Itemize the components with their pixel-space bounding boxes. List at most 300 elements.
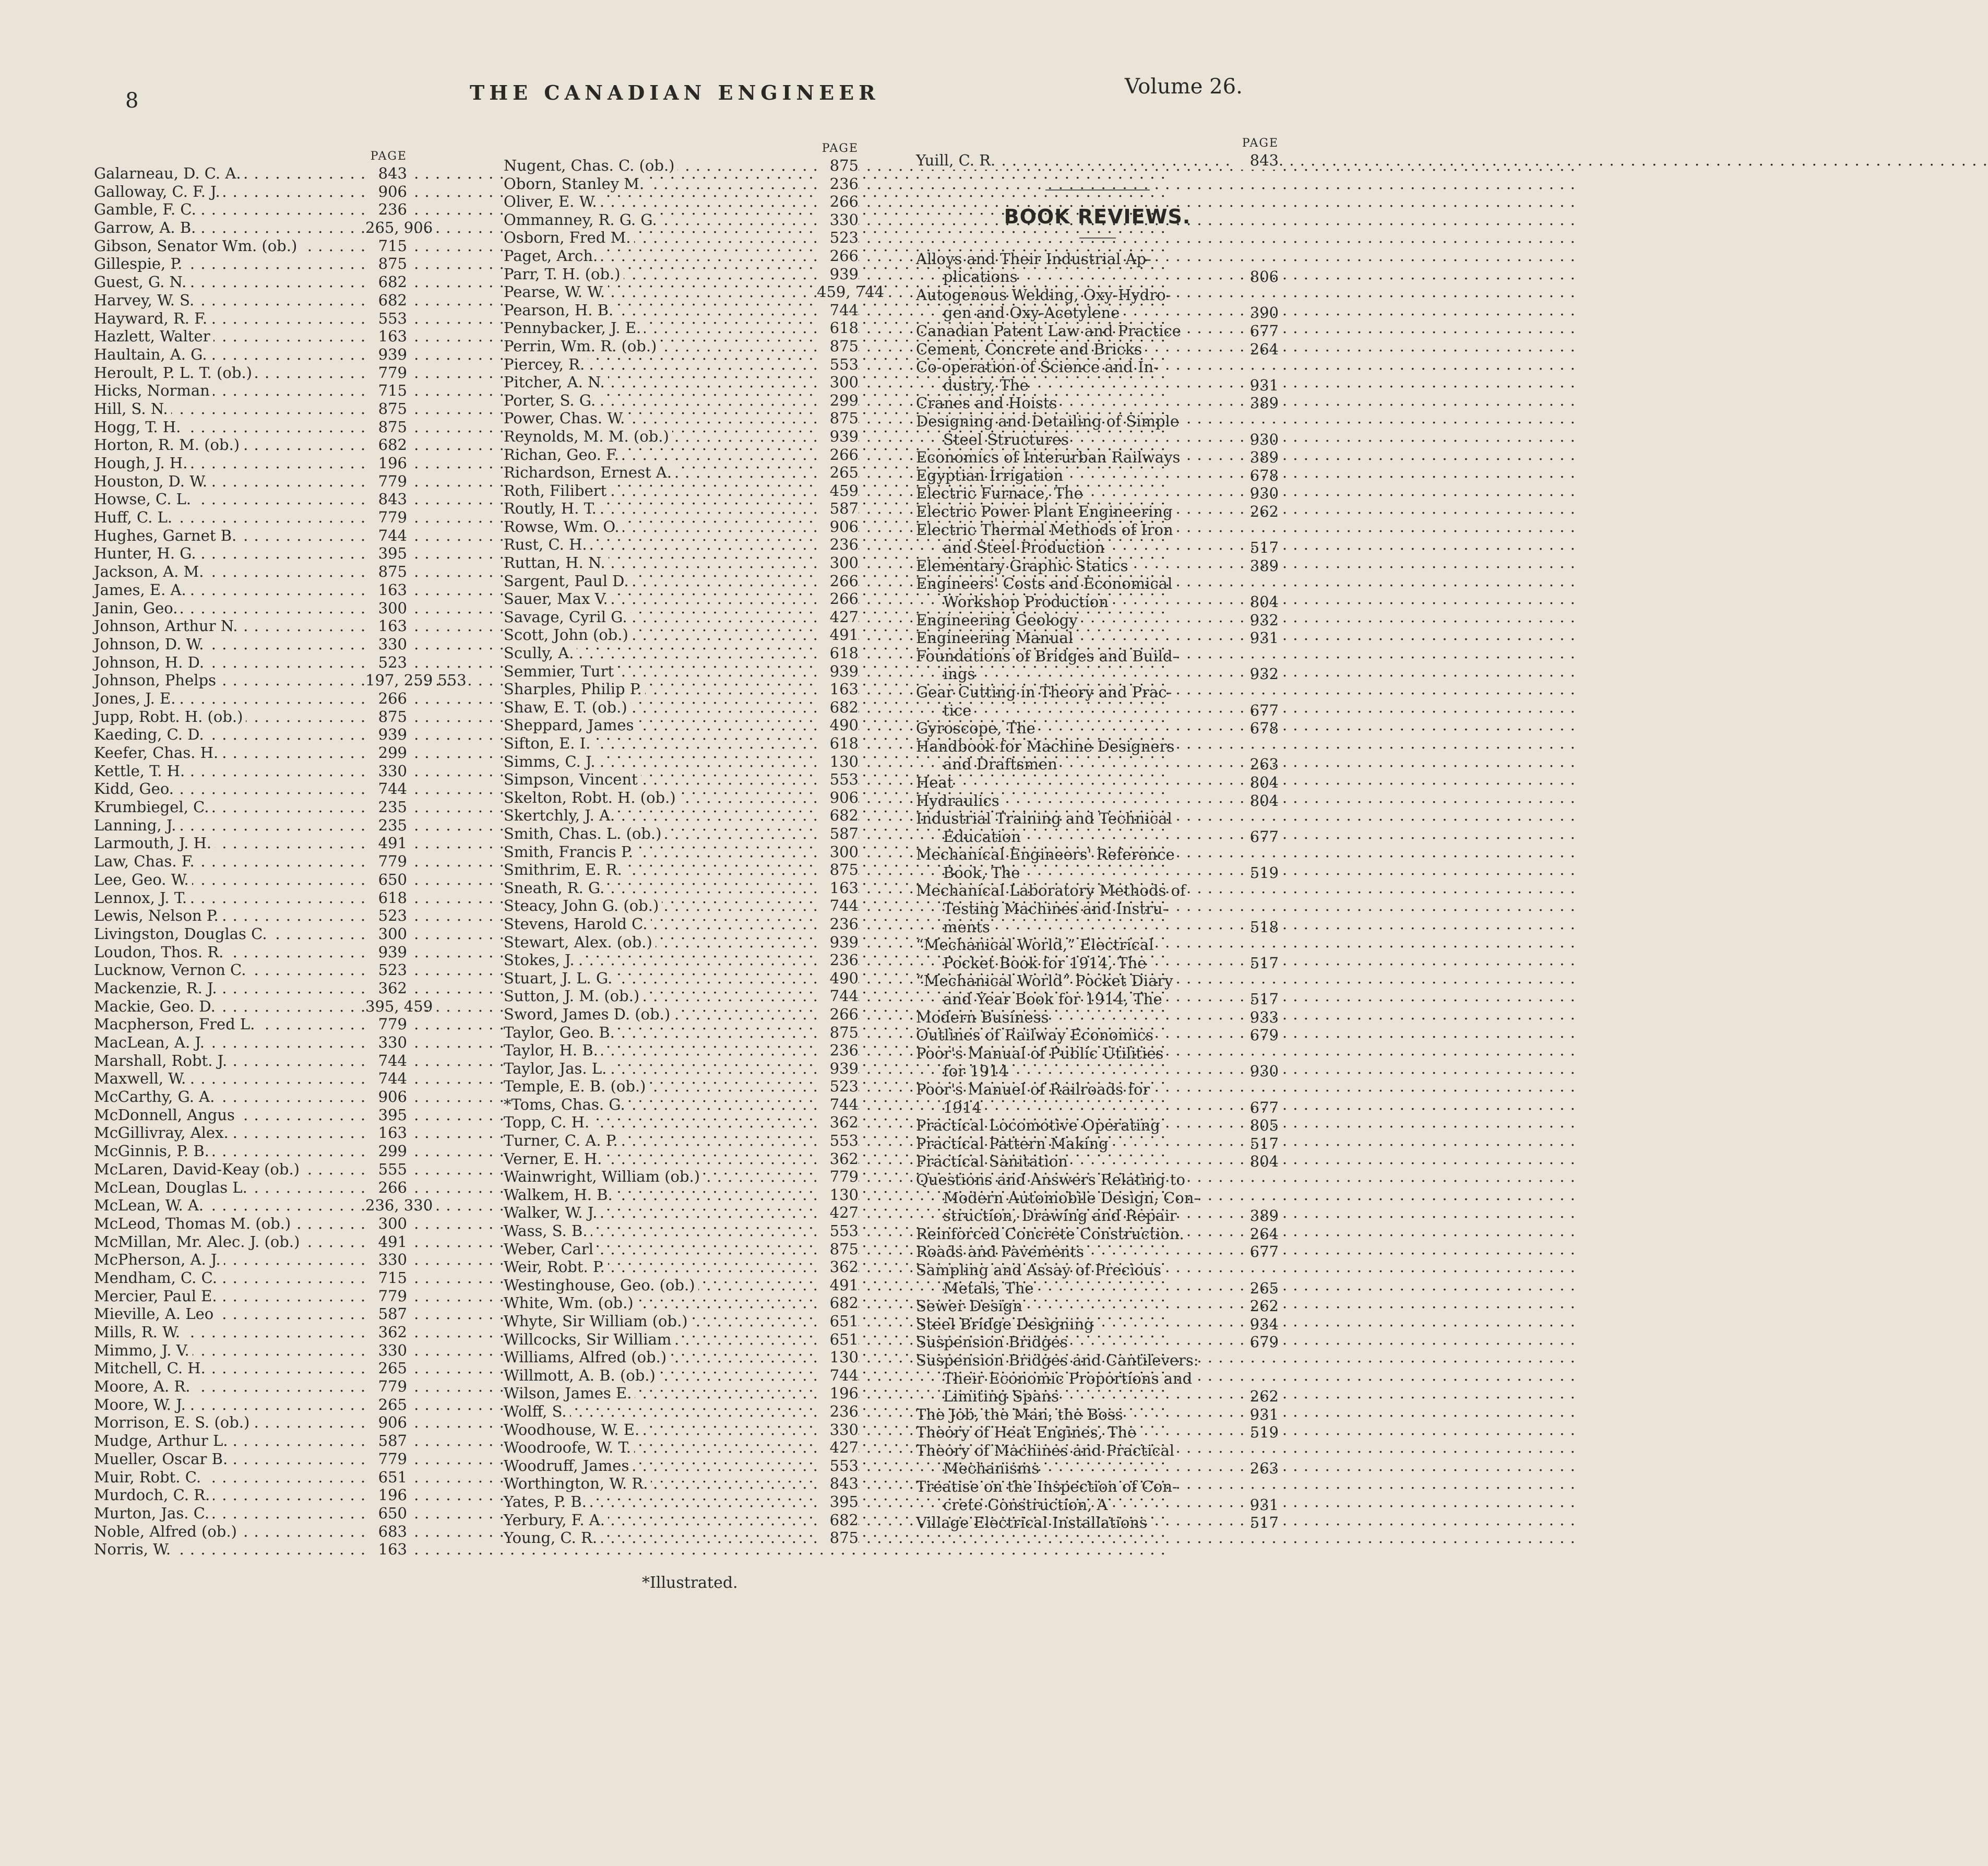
book-page: 519 xyxy=(1249,1423,1279,1442)
entry-page: 523 xyxy=(365,907,407,925)
index-entry xyxy=(504,265,859,283)
book-title-line: Poor's Manuel of Railroads for xyxy=(916,1080,1150,1098)
book-page: 804 xyxy=(1249,791,1279,810)
entry-name: Sheppard, James xyxy=(504,716,637,734)
index-entry xyxy=(94,418,407,436)
index-entry xyxy=(94,200,407,219)
entry-name: Mercier, Paul E. xyxy=(94,1287,220,1305)
index-entry xyxy=(94,1504,407,1523)
index-entry xyxy=(504,319,859,337)
index-entry xyxy=(504,1439,859,1457)
entry-name: Wass, S. B. xyxy=(504,1222,591,1240)
entry-name: Moore, W. J. xyxy=(94,1396,189,1414)
book-page: 932 xyxy=(1249,611,1279,629)
entry-name: Taylor, H. B. xyxy=(504,1041,601,1060)
entry-page: 779 xyxy=(365,1015,407,1033)
index-entry xyxy=(504,1366,859,1385)
book-title-line: Village Electrical Installations xyxy=(916,1514,1147,1532)
entry-name: Gillespie, P. xyxy=(94,255,185,273)
index-entry xyxy=(504,1113,859,1132)
index-entry xyxy=(504,1276,859,1294)
entry-page: 300 xyxy=(817,843,859,861)
index-entry xyxy=(94,907,407,925)
book-title-line: and Steel Production xyxy=(943,539,1105,557)
entry-name: Weber, Carl xyxy=(504,1240,597,1258)
book-page: 262 xyxy=(1249,503,1279,520)
entry-page: 299 xyxy=(365,1142,407,1160)
book-title-line: “Mechanical World,” Electrical xyxy=(916,936,1154,954)
index-entry xyxy=(504,1240,859,1258)
entry-page: 779 xyxy=(817,1168,859,1186)
book-title-line: crete Construction, A xyxy=(943,1495,1108,1514)
entry-page: 427 xyxy=(817,608,859,626)
index-entry xyxy=(94,1142,407,1160)
entry-page: 744 xyxy=(365,1069,407,1088)
entry-name: Simpson, Vincent xyxy=(504,770,641,789)
entry-name: Gibson, Senator Wm. (ob.) xyxy=(94,237,300,255)
entry-page: 362 xyxy=(817,1150,859,1168)
entry-page: 330 xyxy=(365,1033,407,1052)
entry-name: Harvey, W. S. xyxy=(94,291,197,310)
entry-name: Verner, E. H. xyxy=(504,1150,605,1168)
book-page: 804 xyxy=(1249,773,1279,791)
index-entry xyxy=(504,446,859,464)
entry-name: Hough, J. H. xyxy=(94,454,191,472)
book-title-line: tice xyxy=(943,701,972,719)
index-entry xyxy=(504,1421,859,1439)
entry-name: Mackie, Geo. D. xyxy=(94,997,219,1016)
entry-name: Mendham, C. C. xyxy=(94,1269,220,1287)
entry-page: 236, 330 xyxy=(365,1196,433,1215)
entry-name: Hicks, Norman xyxy=(94,382,213,400)
index-entry xyxy=(94,1233,407,1251)
index-entry xyxy=(94,1160,407,1179)
index-entry xyxy=(94,798,407,816)
entry-name: Huff, C. L. xyxy=(94,508,175,527)
index-entry xyxy=(94,1251,407,1269)
entry-name: Mackenzie, R. J. xyxy=(94,979,220,997)
entry-page: 163 xyxy=(365,327,407,346)
index-entry xyxy=(504,1024,859,1042)
entry-name: Semmier, Turt xyxy=(504,662,617,681)
book-page: 930 xyxy=(1249,1062,1279,1080)
entry-name: Nugent, Chas. C. (ob.) xyxy=(504,157,677,175)
book-title-line: Alloys and Their Industrial Ap- xyxy=(916,249,1151,268)
index-entry xyxy=(504,1060,859,1078)
book-page: 517 xyxy=(1249,990,1279,1008)
entry-page: 362 xyxy=(817,1258,859,1276)
index-entry xyxy=(504,500,859,518)
index-entry xyxy=(504,825,859,843)
index-entry xyxy=(504,518,859,536)
index-entry xyxy=(94,1305,407,1323)
entry-name: Hunter, H. G. xyxy=(94,544,199,563)
index-entry xyxy=(94,653,407,672)
index-entry xyxy=(504,1384,859,1403)
entry-name: Stewart, Alex. (ob.) xyxy=(504,933,656,952)
entry-name: Smithrim, E. R. xyxy=(504,861,625,879)
book-title-line: Industrial Training and Technical xyxy=(916,810,1172,828)
entry-page: 553 xyxy=(817,1132,859,1150)
index-entry xyxy=(94,508,407,527)
entry-name: Turner, C. A. P. xyxy=(504,1132,621,1150)
entry-name: Lucknow, Vernon C. xyxy=(94,961,249,979)
book-title-line: struction, Drawing and Repair xyxy=(943,1207,1177,1225)
index-entry xyxy=(94,1540,407,1559)
index-entry xyxy=(94,1069,407,1088)
index-entry xyxy=(94,599,407,617)
book-title-line: Autogenous Welding, Oxy-Hydro- xyxy=(916,286,1171,304)
book-title-line: Engineers' Costs and Economical xyxy=(916,575,1173,593)
index-entry xyxy=(94,310,407,328)
entry-page: 587 xyxy=(817,500,859,518)
book-page: 517 xyxy=(1249,1134,1279,1152)
index-entry xyxy=(94,183,407,201)
index-entry xyxy=(504,463,859,482)
book-page: 677 xyxy=(1249,701,1279,719)
book-title-line: Gyroscope, The xyxy=(916,719,1035,738)
index-entry xyxy=(94,744,407,762)
book-title-line: Electric Thermal Methods of Iron xyxy=(916,520,1173,539)
book-title-line: Outlines of Railway Economics xyxy=(916,1026,1153,1044)
entry-name: Johnson, D. W. xyxy=(94,635,207,653)
entry-name: Murdoch, C. R. xyxy=(94,1486,213,1504)
entry-page: 491 xyxy=(817,626,859,644)
book-title-line: Suspension Bridges and Cantilevers: xyxy=(916,1351,1199,1369)
book-page: 389 xyxy=(1249,556,1279,575)
book-page: 931 xyxy=(1249,629,1279,647)
index-entry xyxy=(94,1468,407,1487)
index-entry xyxy=(94,382,407,400)
index-entry xyxy=(94,1269,407,1287)
index-entry xyxy=(504,1457,859,1475)
index-entry xyxy=(504,1511,859,1529)
book-title-line: Suspension Bridges xyxy=(916,1333,1068,1351)
book-page: 805 xyxy=(1249,1116,1279,1135)
book-title-line: Metals, The xyxy=(943,1279,1034,1297)
book-title-line: Steel Bridge Designing xyxy=(916,1315,1094,1333)
index-entry xyxy=(94,255,407,273)
entry-name: Larmouth, J. H. xyxy=(94,834,215,852)
entry-name: McGinnis, P. B. xyxy=(94,1142,212,1160)
index-entry xyxy=(94,834,407,852)
book-page: 677 xyxy=(1249,322,1279,340)
entry-page: 939 xyxy=(817,662,859,681)
book-title-line: dustry, The xyxy=(943,376,1029,394)
entry-name: Jupp, Robt. H. (ob.) xyxy=(94,708,246,726)
entry-page: 362 xyxy=(365,979,407,997)
index-entry xyxy=(94,617,407,635)
entry-page: 300 xyxy=(365,1215,407,1233)
book-title-line: Co-operation of Science and In- xyxy=(916,358,1159,376)
entry-page: 491 xyxy=(817,1276,859,1294)
index-entry xyxy=(94,979,407,997)
book-page: 806 xyxy=(1249,268,1279,286)
entry-page: 427 xyxy=(817,1204,859,1222)
entry-page: 906 xyxy=(365,183,407,201)
index-entry xyxy=(94,544,407,563)
entry-page: 875 xyxy=(365,708,407,726)
entry-page: 779 xyxy=(365,1377,407,1396)
index-entry xyxy=(94,671,467,690)
entry-name: Kidd, Geo. xyxy=(94,780,177,798)
entry-page: 490 xyxy=(817,716,859,734)
index-entry xyxy=(94,1215,407,1233)
entry-page: 265 xyxy=(365,1396,407,1414)
index-column-2 xyxy=(504,141,885,1547)
entry-name: Oborn, Stanley M. xyxy=(504,175,647,193)
entry-page: 523 xyxy=(365,961,407,979)
entry-name: Stokes, J. xyxy=(504,951,578,969)
book-title-line: Engineering Manual xyxy=(916,629,1074,647)
entry-name: Pearse, W. W. xyxy=(504,283,608,301)
entry-page: 744 xyxy=(365,1052,407,1070)
entry-page: 300 xyxy=(817,554,859,572)
book-page: 804 xyxy=(1249,1152,1279,1171)
entry-page: 744 xyxy=(365,780,407,798)
entry-name: Yerbury, F. A. xyxy=(504,1511,608,1529)
index-entry xyxy=(94,1396,407,1414)
entry-name: Westinghouse, Geo. (ob.) xyxy=(504,1276,698,1294)
index-entry xyxy=(94,291,407,310)
book-page: 930 xyxy=(1249,484,1279,503)
entry-name: Haultain, A. G. xyxy=(94,346,210,364)
book-title-line: The Job, the Man, the Boss xyxy=(916,1405,1123,1423)
entry-page: 491 xyxy=(365,834,407,852)
entry-page: 491 xyxy=(365,1233,407,1251)
entry-page: 744 xyxy=(817,301,859,319)
entry-page: 875 xyxy=(817,409,859,427)
entry-page: 265, 906 xyxy=(365,219,433,237)
entry-name: Galarneau, D. C. A. xyxy=(94,164,244,183)
book-page: 679 xyxy=(1249,1333,1279,1351)
entry-page: 875 xyxy=(817,337,859,355)
entry-name: Rowse, Wm. O. xyxy=(504,518,623,536)
index-entry xyxy=(94,961,407,979)
index-entry xyxy=(94,816,407,835)
entry-page: 266 xyxy=(365,1179,407,1197)
page-column-heading: PAGE xyxy=(822,142,859,155)
book-title-line: for 1914 xyxy=(943,1062,1009,1080)
entry-name: Pearson, H. B. xyxy=(504,301,616,319)
entry-page: 266 xyxy=(817,1005,859,1024)
entry-name: Keefer, Chas. H. xyxy=(94,744,221,762)
entry-name: Scott, John (ob.) xyxy=(504,626,632,644)
entry-name: Rust, C. H. xyxy=(504,536,590,554)
entry-page: 939 xyxy=(817,1060,859,1078)
book-title-line: Modern Business xyxy=(916,1008,1049,1026)
index-entry xyxy=(94,490,407,508)
book-title-line: Heat xyxy=(916,773,954,791)
book-reviews-heading: BOOK REVIEWS. xyxy=(1004,205,1191,228)
entry-page: 875 xyxy=(817,861,859,879)
entry-name: Johnson, H. D. xyxy=(94,653,207,672)
book-title-line: Practical Locomotive Operating xyxy=(916,1116,1160,1135)
book-page: 517 xyxy=(1249,539,1279,557)
entry-page: 939 xyxy=(817,265,859,283)
entry-name: Richardson, Ernest A. xyxy=(504,463,675,482)
book-title-line: Questions and Answers Relating to xyxy=(916,1170,1185,1188)
book-page: 517 xyxy=(1249,954,1279,972)
entry-name: Macpherson, Fred L. xyxy=(94,1015,258,1033)
entry-page: 236 xyxy=(817,951,859,969)
index-entry xyxy=(94,871,407,889)
index-entry xyxy=(504,1348,859,1366)
index-entry xyxy=(504,897,859,915)
book-title-line: Education xyxy=(943,827,1021,846)
entry-name: Lewis, Nelson P. xyxy=(94,907,222,925)
entry-name: McCarthy, G. A. xyxy=(94,1088,218,1106)
entry-page: 555 xyxy=(365,1160,407,1179)
entry-name: Willcocks, Sir William xyxy=(504,1330,674,1349)
book-title-line: Book, The xyxy=(943,863,1020,882)
entry-name: McDonnell, Angus xyxy=(94,1106,238,1124)
entry-name: Roth, Filibert xyxy=(504,482,610,500)
entry-page: 779 xyxy=(365,852,407,871)
entry-page: 906 xyxy=(365,1088,407,1106)
index-entry xyxy=(504,337,859,355)
book-page: 678 xyxy=(1249,466,1279,484)
index-entry xyxy=(504,301,859,319)
index-entry xyxy=(94,436,407,454)
entry-name: White, Wm. (ob.) xyxy=(504,1294,637,1312)
index-entry xyxy=(94,889,407,907)
index-entry xyxy=(504,572,859,590)
footnote: *Illustrated. xyxy=(642,1574,738,1592)
entry-name: Wilson, James E. xyxy=(504,1384,635,1403)
entry-name: Galloway, C. F. J. xyxy=(94,183,223,201)
book-page: 389 xyxy=(1249,448,1279,467)
entry-name: Steacy, John G. (ob.) xyxy=(504,897,662,915)
index-entry xyxy=(504,1330,859,1349)
entry-page: 744 xyxy=(817,1366,859,1385)
entry-name: McLaren, David-Keay (ob.) xyxy=(94,1160,303,1179)
entry-page: 196 xyxy=(365,1486,407,1504)
entry-name: Mudge, Arthur L. xyxy=(94,1432,231,1450)
entry-name: Hayward, R. F. xyxy=(94,310,210,328)
index-entry xyxy=(94,1179,407,1197)
entry-name: Oliver, E. W. xyxy=(504,193,600,211)
entry-name: Sneath, R. G. xyxy=(504,879,608,897)
entry-name: Sauer, Max V. xyxy=(504,590,611,608)
book-page: 931 xyxy=(1249,1405,1279,1423)
entry-page: 651 xyxy=(817,1312,859,1330)
entry-page: 779 xyxy=(365,472,407,491)
index-entry xyxy=(504,1529,859,1547)
index-entry xyxy=(94,1413,407,1432)
entry-name: Pitcher, A. N. xyxy=(504,373,608,391)
entry-name: Parr, T. H. (ob.) xyxy=(504,265,624,283)
entry-name: Routly, H. T. xyxy=(504,500,600,518)
entry-name: McLean, Douglas L. xyxy=(94,1179,251,1197)
index-entry xyxy=(94,635,407,653)
book-title-line: Sampling and Assay of Precious xyxy=(916,1261,1162,1279)
entry-name: Topp, C. H. xyxy=(504,1113,592,1132)
entry-page: 744 xyxy=(817,897,859,915)
entry-page: 939 xyxy=(817,933,859,952)
entry-name: Power, Chas. W. xyxy=(504,409,628,427)
index-entry xyxy=(504,1258,859,1276)
index-entry xyxy=(504,1493,859,1511)
entry-page: 130 xyxy=(817,1186,859,1204)
entry-page: 395 xyxy=(817,1493,859,1511)
entry-name: Mueller, Oscar B. xyxy=(94,1450,231,1468)
book-title-line: Gear Cutting in Theory and Prac- xyxy=(916,683,1172,701)
index-entry xyxy=(504,1186,859,1204)
book-page: 931 xyxy=(1249,376,1279,394)
entry-page: 682 xyxy=(365,291,407,310)
index-entry xyxy=(504,1204,859,1222)
index-entry xyxy=(504,427,859,446)
entry-name: Kettle, T. H. xyxy=(94,762,188,780)
book-title-line: Limiting Spans xyxy=(943,1387,1059,1406)
entry-page: 362 xyxy=(817,1113,859,1132)
index-entry xyxy=(94,237,407,255)
book-page: 930 xyxy=(1249,430,1279,448)
entry-name: Worthington, W. R. xyxy=(504,1475,651,1493)
book-page: 265 xyxy=(1249,1279,1279,1297)
entry-page: 779 xyxy=(365,1450,407,1468)
book-title-line: Mechanisms xyxy=(943,1459,1040,1478)
entry-page: 843 xyxy=(1237,151,1279,170)
index-entry xyxy=(94,1015,407,1033)
index-entry xyxy=(94,581,407,599)
entry-page: 875 xyxy=(817,1024,859,1042)
book-page: 677 xyxy=(1249,827,1279,846)
entry-page: 587 xyxy=(365,1432,407,1450)
entry-name: Savage, Cyril G. xyxy=(504,608,630,626)
book-title-line: Modern Automobile Design, Con- xyxy=(943,1188,1199,1207)
index-entry xyxy=(94,454,407,472)
entry-page: 300 xyxy=(365,925,407,943)
index-entry xyxy=(504,373,859,391)
entry-name: Norris, W. xyxy=(94,1540,174,1559)
entry-page: 459, 744 xyxy=(817,283,885,301)
index-entry xyxy=(94,472,407,491)
book-title-line: Their Economic Proportions and xyxy=(943,1369,1193,1387)
index-entry xyxy=(94,346,407,364)
index-entry xyxy=(94,925,407,943)
book-title-line: Electric Furnace, The xyxy=(916,484,1083,503)
book-title-line: Handbook for Machine Designers xyxy=(916,737,1175,755)
entry-page: 682 xyxy=(817,698,859,717)
index-entry xyxy=(504,861,859,879)
entry-name: Heroult, P. L. T. (ob.) xyxy=(94,364,255,382)
entry-name: Kaeding, C. D. xyxy=(94,726,207,744)
entry-page: 587 xyxy=(365,1305,407,1323)
entry-page: 939 xyxy=(365,943,407,961)
book-title-line: Egyptian Irrigation xyxy=(916,466,1064,484)
book-title-line: Economics of Interurban Railways xyxy=(916,448,1181,467)
entry-page: 843 xyxy=(365,490,407,508)
book-page: 264 xyxy=(1249,1225,1279,1243)
index-entry xyxy=(94,164,407,183)
entry-name: Pennybacker, J. E. xyxy=(504,319,644,337)
entry-name: Ommanney, R. G. G. xyxy=(504,211,660,229)
index-entry xyxy=(504,554,859,572)
index-entry xyxy=(94,1359,407,1377)
book-title-line: Sewer Design xyxy=(916,1297,1022,1315)
entry-page: 395 xyxy=(365,544,407,563)
entry-page: 196 xyxy=(365,454,407,472)
book-page: 264 xyxy=(1249,340,1279,358)
index-entry xyxy=(504,247,859,265)
book-page: 931 xyxy=(1249,1495,1279,1514)
index-entry xyxy=(94,726,407,744)
book-title-line: plications xyxy=(943,268,1018,286)
index-entry xyxy=(94,1523,407,1541)
index-entry xyxy=(504,626,859,644)
